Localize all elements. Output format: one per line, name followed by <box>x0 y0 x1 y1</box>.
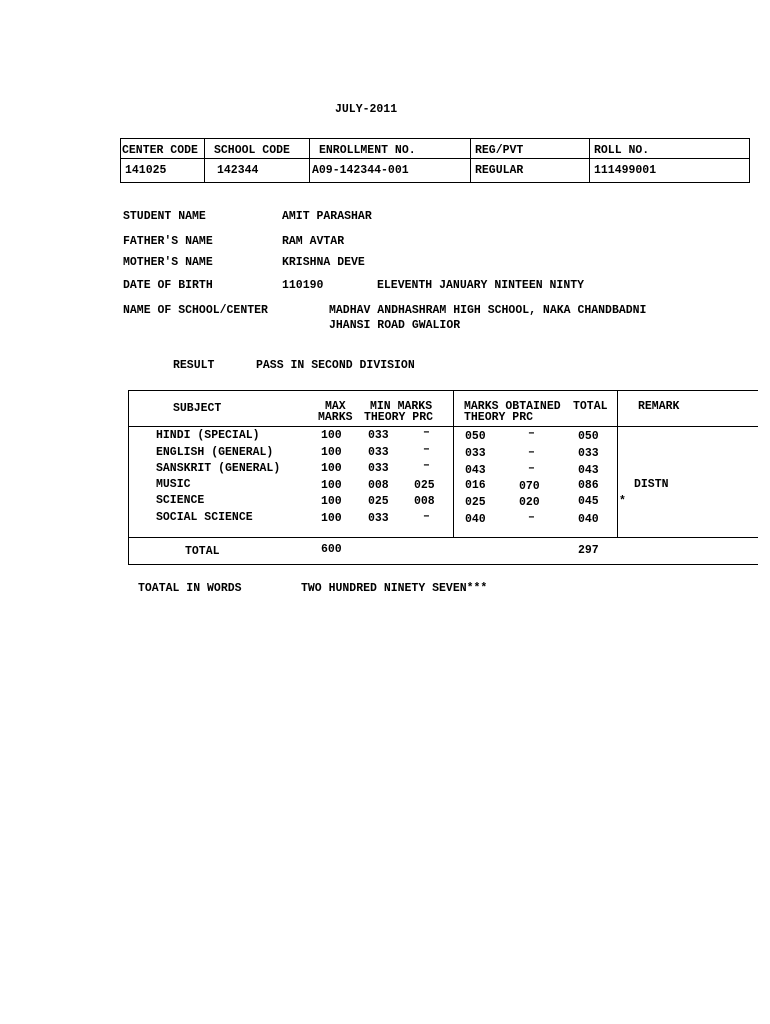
table-row-obt-theory: 040 <box>465 513 486 526</box>
table-row-obt-theory: 025 <box>465 496 486 509</box>
enrollment-value: A09-142344-001 <box>312 164 409 177</box>
dob: 110190 <box>282 279 324 292</box>
mother-name-label: MOTHER'S NAME <box>123 256 213 269</box>
header-enrollment: ENROLLMENT NO. <box>319 144 416 157</box>
table-row-max: 100 <box>321 429 342 442</box>
father-name-label: FATHER'S NAME <box>123 235 213 248</box>
col-min-2: THEORY PRC <box>364 411 434 424</box>
col-total: TOTAL <box>573 400 608 413</box>
table-row-min-prc: – <box>423 459 430 472</box>
table-row-min-prc: 008 <box>414 495 435 508</box>
col-max-2: MARKS <box>318 411 353 424</box>
exam-title: JULY-2011 <box>335 103 398 116</box>
total-words-value: TWO HUNDRED NINETY SEVEN*** <box>301 582 488 595</box>
table-row-subject: HINDI (SPECIAL) <box>156 429 260 442</box>
total-obtained: 297 <box>578 544 599 557</box>
father-name: RAM AVTAR <box>282 235 345 248</box>
col-min-1: MIN MARKS <box>370 400 433 413</box>
student-name: AMIT PARASHAR <box>282 210 372 223</box>
col-max-1: MAX <box>325 400 346 413</box>
table-row-total: 086 <box>578 479 599 492</box>
school-code-value: 142344 <box>217 164 259 177</box>
table-row-min-theory: 033 <box>368 429 389 442</box>
result-value: PASS IN SECOND DIVISION <box>256 359 415 372</box>
table-row-min-theory: 033 <box>368 446 389 459</box>
table-row-min-theory: 033 <box>368 512 389 525</box>
col-remark: REMARK <box>638 400 680 413</box>
table-row-obt-theory: 043 <box>465 464 486 477</box>
table-row-obt-theory: 016 <box>465 479 486 492</box>
table-row-obt-prc: 070 <box>519 480 540 493</box>
dob-label: DATE OF BIRTH <box>123 279 213 292</box>
center-code-value: 141025 <box>125 164 167 177</box>
header-center-code: CENTER CODE <box>122 144 198 157</box>
total-words-label: TOATAL IN WORDS <box>138 582 242 595</box>
table-row-obt-prc: 020 <box>519 496 540 509</box>
table-row-min-prc: 025 <box>414 479 435 492</box>
table-row-min-prc: – <box>423 426 430 439</box>
col-subject: SUBJECT <box>173 402 222 415</box>
table-row-total: 043 <box>578 464 599 477</box>
school-line-2: JHANSI ROAD GWALIOR <box>329 319 461 332</box>
reg-pvt-value: REGULAR <box>475 164 524 177</box>
header-roll-no: ROLL NO. <box>594 144 650 157</box>
table-row-min-prc: – <box>423 510 430 523</box>
table-row-remark: DISTN <box>634 478 669 491</box>
table-row-obt-prc: – <box>528 462 535 475</box>
table-row-max: 100 <box>321 479 342 492</box>
dob-words: ELEVENTH JANUARY NINTEEN NINTY <box>377 279 585 292</box>
table-row-subject: SCIENCE <box>156 494 205 507</box>
table-row-min-theory: 008 <box>368 479 389 492</box>
table-row-obt-prc: – <box>528 427 535 440</box>
table-row-max: 100 <box>321 495 342 508</box>
table-row-total: 033 <box>578 447 599 460</box>
result-label: RESULT <box>173 359 215 372</box>
col-obtained-1: MARKS OBTAINED <box>464 400 561 413</box>
table-row-min-prc: – <box>423 443 430 456</box>
col-obtained-2: THEORY PRC <box>464 411 534 424</box>
mother-name: KRISHNA DEVE <box>282 256 365 269</box>
header-school-code: SCHOOL CODE <box>214 144 290 157</box>
table-row-obt-theory: 050 <box>465 430 486 443</box>
total-max: 600 <box>321 543 342 556</box>
table-row-subject: SANSKRIT (GENERAL) <box>156 462 281 475</box>
student-name-label: STUDENT NAME <box>123 210 206 223</box>
school-line-1: MADHAV ANDHASHRAM HIGH SCHOOL, NAKA CHANDBADNI <box>329 304 647 317</box>
table-row-remark: * <box>619 495 626 508</box>
table-row-subject: ENGLISH (GENERAL) <box>156 446 274 459</box>
table-row-subject: SOCIAL SCIENCE <box>156 511 253 524</box>
table-row-max: 100 <box>321 512 342 525</box>
table-row-subject: MUSIC <box>156 478 191 491</box>
table-row-min-theory: 033 <box>368 462 389 475</box>
table-row-total: 050 <box>578 430 599 443</box>
header-reg-pvt: REG/PVT <box>475 144 524 157</box>
roll-no-value: 111499001 <box>594 164 657 177</box>
table-row-min-theory: 025 <box>368 495 389 508</box>
table-row-obt-theory: 033 <box>465 447 486 460</box>
table-row-total: 040 <box>578 513 599 526</box>
table-row-max: 100 <box>321 462 342 475</box>
table-row-obt-prc: – <box>528 511 535 524</box>
table-row-total: 045 <box>578 495 599 508</box>
table-row-obt-prc: – <box>528 446 535 459</box>
table-row-max: 100 <box>321 446 342 459</box>
school-label: NAME OF SCHOOL/CENTER <box>123 304 268 317</box>
total-label: TOTAL <box>185 545 220 558</box>
